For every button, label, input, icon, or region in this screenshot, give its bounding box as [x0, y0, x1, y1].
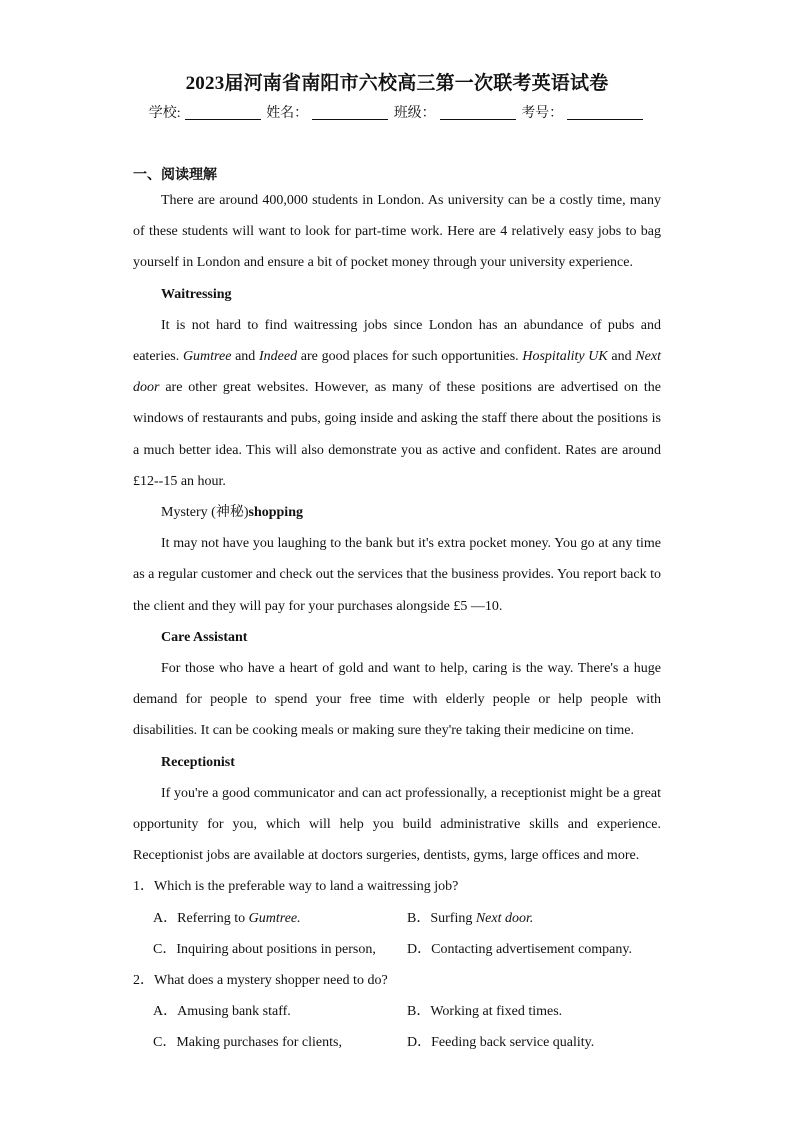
question-2-option-b[interactable]: B．Working at fixed times. [407, 1004, 563, 1020]
question-2-options-row-2 [133, 1027, 661, 1058]
question-1-option-a[interactable]: A．Referring to Gumtree. [153, 910, 301, 926]
exam-number-label: 考号： [521, 106, 564, 121]
reading-passage [133, 185, 661, 1059]
question-1-options-row-1 [133, 903, 661, 934]
mystery-shopping-heading: Mystery (神秘)shopping [161, 505, 303, 521]
receptionist-paragraph: If you're a good communicator and can act professionally, a receptionist might be a great opportunity for you, which will help you build administrative skills and experience. Receptionist jobs are available at doctors surgeries, dentists, gyms, large offices and more. [133, 785, 661, 864]
question-1-stem: 1．Which is the preferable way to land a waitressing job? [133, 879, 459, 895]
care-assistant-heading: Care Assistant [161, 629, 248, 645]
waitressing-paragraph: It is not hard to find waitressing jobs since London has an abundance of pubs and eateries. Gumtree and Indeed are good places for such opportunities. Hospitality UK and Next door are other great websites. However, as many of these positions are advertised on the windows of restaurants and pubs, going inside and asking the staff there about the positions is a much better idea. This will also demonstrate you as active and confident. Rates are around £12--15 an hour. [133, 317, 661, 489]
question-1-option-b[interactable]: B．Surfing Next door. [407, 910, 534, 926]
question-2-stem: 2．What does a mystery shopper need to do? [133, 973, 388, 989]
exam-title: 2023届河南省南阳市六校高三第一次联考英语试卷 [185, 73, 609, 94]
class-label: 班级： [393, 106, 436, 121]
care-assistant-paragraph: For those who have a heart of gold and want to help, caring is the way. There's a huge demand for people to spend your free time with elderly people or help people with disabilities. It can be cooking meals or making sure they're taking their medicine on time. [133, 661, 661, 739]
student-info-line [0, 102, 794, 122]
mystery-shopping-paragraph: It may not have you laughing to the bank but it's extra pocket money. You go at any time as a regular customer and check out the services that the business provides. You report back to the client and they will pay for your purchases alongside £5 —10. [133, 536, 661, 614]
name-label: 姓名： [266, 106, 309, 121]
receptionist-heading: Receptionist [161, 754, 235, 770]
question-2-options-row-1 [133, 996, 661, 1027]
name-blank[interactable] [312, 106, 388, 120]
section-heading: 一、阅读理解 [133, 168, 217, 183]
school-blank[interactable] [185, 106, 261, 120]
question-1-option-d[interactable]: D．Contacting advertisement company. [407, 941, 632, 957]
waitressing-heading: Waitressing [161, 286, 232, 302]
question-2-option-c[interactable]: C．Making purchases for clients, [153, 1035, 342, 1051]
exam-number-blank[interactable] [567, 106, 643, 120]
question-2-option-d[interactable]: D．Feeding back service quality. [407, 1035, 595, 1051]
intro-paragraph: There are around 400,000 students in London. As university can be a costly time, many of these students will want to look for part-time work. Here are 4 relatively easy jobs to bag yourself in London and ensure a bit of pocket money through your university experience. [133, 193, 661, 271]
question-1-option-c[interactable]: C．Inquiring about positions in person, [153, 941, 376, 957]
question-2-option-a[interactable]: A．Amusing bank staff. [153, 1004, 291, 1020]
class-blank[interactable] [440, 106, 516, 120]
school-label: 学校: [148, 106, 181, 121]
question-1-options-row-2 [133, 934, 661, 965]
